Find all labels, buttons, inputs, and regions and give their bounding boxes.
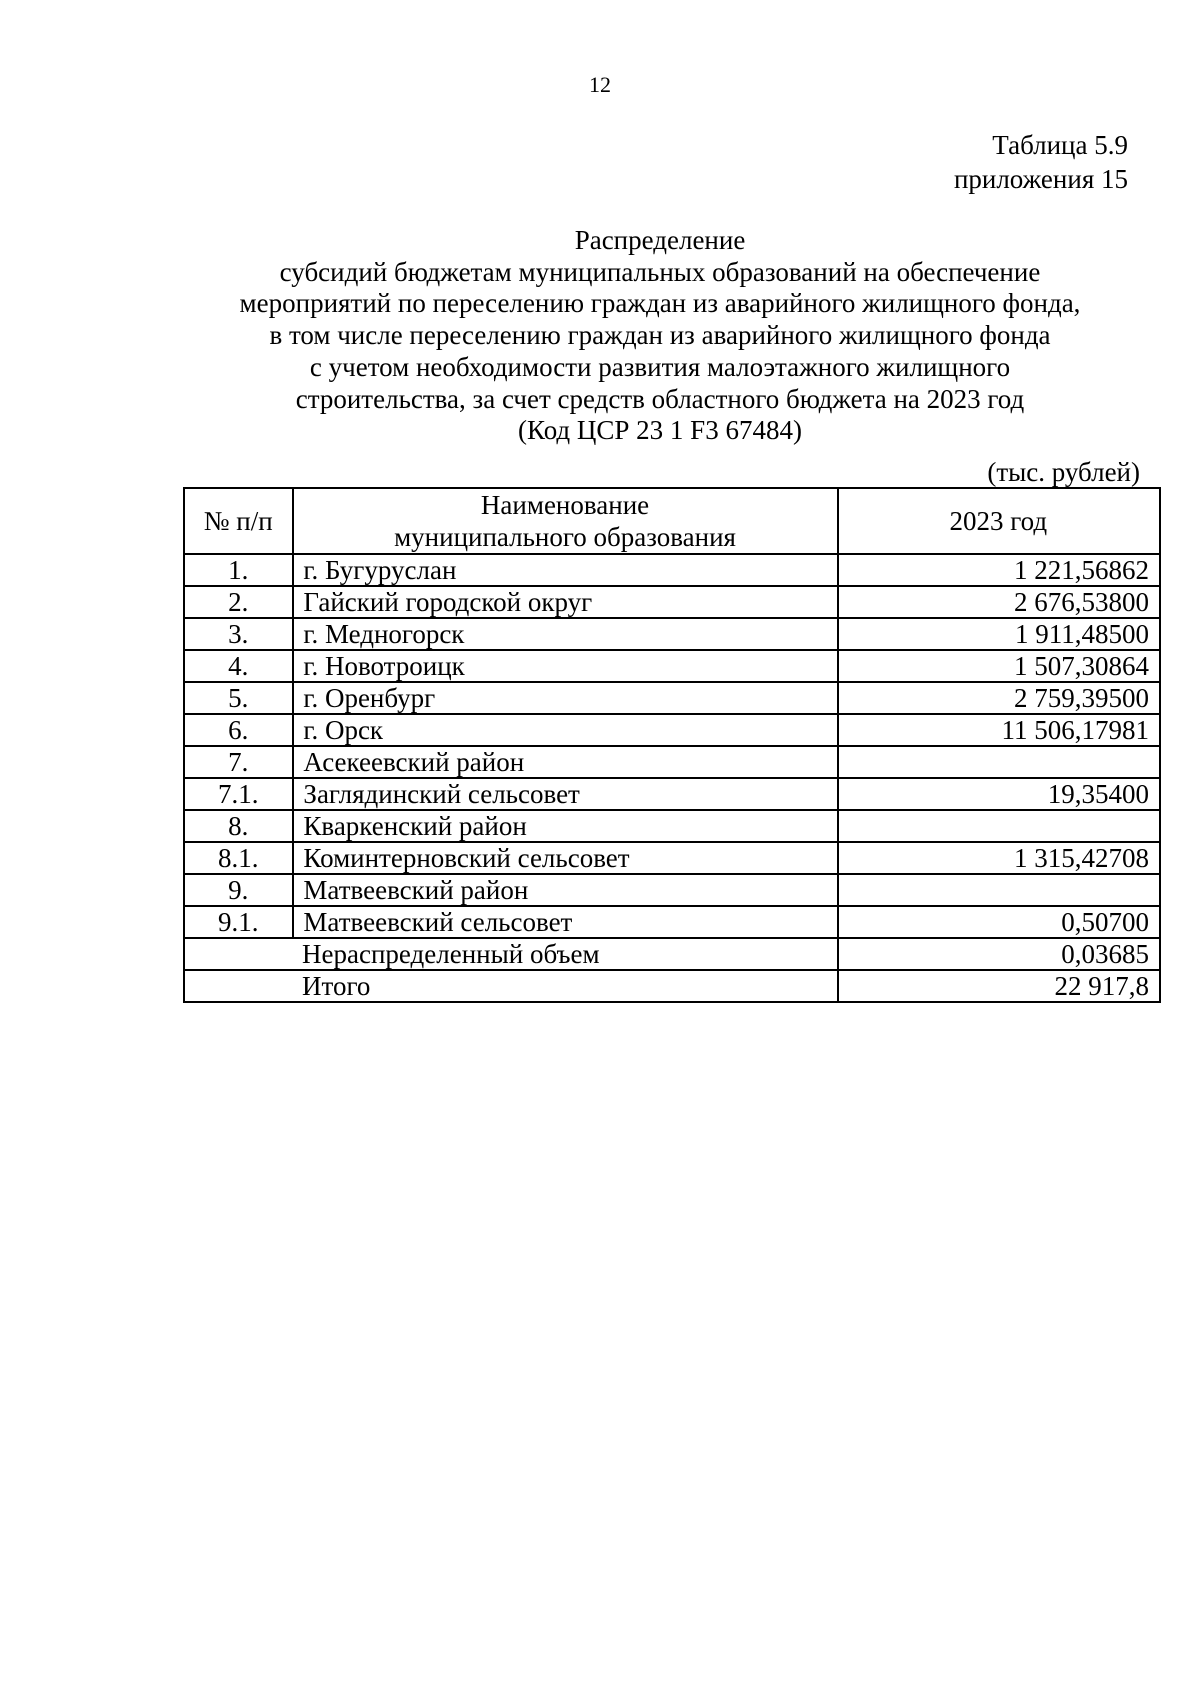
header-year: 2023 год xyxy=(838,488,1160,554)
table-body xyxy=(184,554,1160,1002)
unallocated-label: Нераспределенный объем xyxy=(184,938,838,970)
row-number: 9. xyxy=(184,874,293,906)
table-row xyxy=(184,906,1160,938)
row-name: г. Орск xyxy=(293,714,837,746)
total-value: 22 917,8 xyxy=(838,970,1160,1002)
row-number: 9.1. xyxy=(184,906,293,938)
table-row xyxy=(184,874,1160,906)
row-value: 0,50700 xyxy=(838,906,1160,938)
row-name: г. Оренбург xyxy=(293,682,837,714)
row-value: 19,35400 xyxy=(838,778,1160,810)
row-name: г. Медногорск xyxy=(293,618,837,650)
row-value: 2 676,53800 xyxy=(838,586,1160,618)
row-name: Коминтерновский сельсовет xyxy=(293,842,837,874)
table-row xyxy=(184,682,1160,714)
table-row xyxy=(184,778,1160,810)
row-name: Кваркенский район xyxy=(293,810,837,842)
row-number: 2. xyxy=(184,586,293,618)
units-label: (тыс. рублей) xyxy=(987,457,1140,487)
title-line: с учетом необходимости развития малоэтажного жилищного xyxy=(309,351,1011,382)
row-number: 8.1. xyxy=(184,842,293,874)
row-value xyxy=(838,810,1160,842)
row-number: 3. xyxy=(184,618,293,650)
title-line-code: (Код ЦСР 23 1 F3 67484) xyxy=(518,415,802,446)
table-row xyxy=(184,714,1160,746)
unallocated-row xyxy=(184,938,1160,970)
table-row xyxy=(184,650,1160,682)
row-name: г. Бугуруслан xyxy=(293,554,837,586)
title-line: субсидий бюджетам муниципальных образований на обеспечение xyxy=(279,256,1041,287)
table-reference-number: Таблица 5.9 xyxy=(992,130,1128,160)
row-name: Матвеевский район xyxy=(293,874,837,906)
table-header xyxy=(184,488,1160,554)
row-name: Матвеевский сельсовет xyxy=(293,906,837,938)
row-value: 2 759,39500 xyxy=(838,682,1160,714)
header-name xyxy=(293,488,837,554)
row-name: Асекеевский район xyxy=(293,746,837,778)
row-value: 1 315,42708 xyxy=(838,842,1160,874)
table-row xyxy=(184,810,1160,842)
row-number: 7.1. xyxy=(184,778,293,810)
table-reference-appendix: приложения 15 xyxy=(953,164,1128,194)
title-line: мероприятий по переселению граждан из аварийного жилищного фонда, xyxy=(239,288,1081,319)
subsidy-distribution-table xyxy=(183,487,1161,1003)
row-value xyxy=(838,874,1160,906)
row-number: 8. xyxy=(184,810,293,842)
header-number: № п/п xyxy=(184,488,293,554)
table-row xyxy=(184,554,1160,586)
row-number: 6. xyxy=(184,714,293,746)
header-name-line1: Наименование xyxy=(480,490,650,520)
row-value xyxy=(838,746,1160,778)
table-row xyxy=(184,618,1160,650)
row-name: г. Новотроицк xyxy=(293,650,837,682)
row-name: Гайский городской округ xyxy=(293,586,837,618)
table-row xyxy=(184,746,1160,778)
table-header-row xyxy=(184,488,1160,554)
page-number: 12 xyxy=(589,72,611,97)
title-line: в том числе переселению граждан из аварийного жилищного фонда xyxy=(269,320,1051,351)
table-reference xyxy=(954,128,1128,196)
unallocated-value: 0,03685 xyxy=(838,938,1160,970)
title-line: Распределение xyxy=(574,225,746,255)
total-row xyxy=(184,970,1160,1002)
row-number: 1. xyxy=(184,554,293,586)
row-value: 11 506,17981 xyxy=(838,714,1160,746)
row-value: 1 507,30864 xyxy=(838,650,1160,682)
header-name-line2: муниципального образования xyxy=(394,522,736,552)
row-value: 1 911,48500 xyxy=(838,618,1160,650)
row-number: 5. xyxy=(184,682,293,714)
row-number: 7. xyxy=(184,746,293,778)
title-line: строительства, за счет средств областного бюджета на 2023 год xyxy=(295,383,1025,414)
row-name: Заглядинский сельсовет xyxy=(293,778,837,810)
table-row xyxy=(184,842,1160,874)
row-value: 1 221,56862 xyxy=(838,554,1160,586)
table-row xyxy=(184,586,1160,618)
total-label: Итого xyxy=(184,970,838,1002)
document-title xyxy=(120,225,1200,447)
row-number: 4. xyxy=(184,650,293,682)
